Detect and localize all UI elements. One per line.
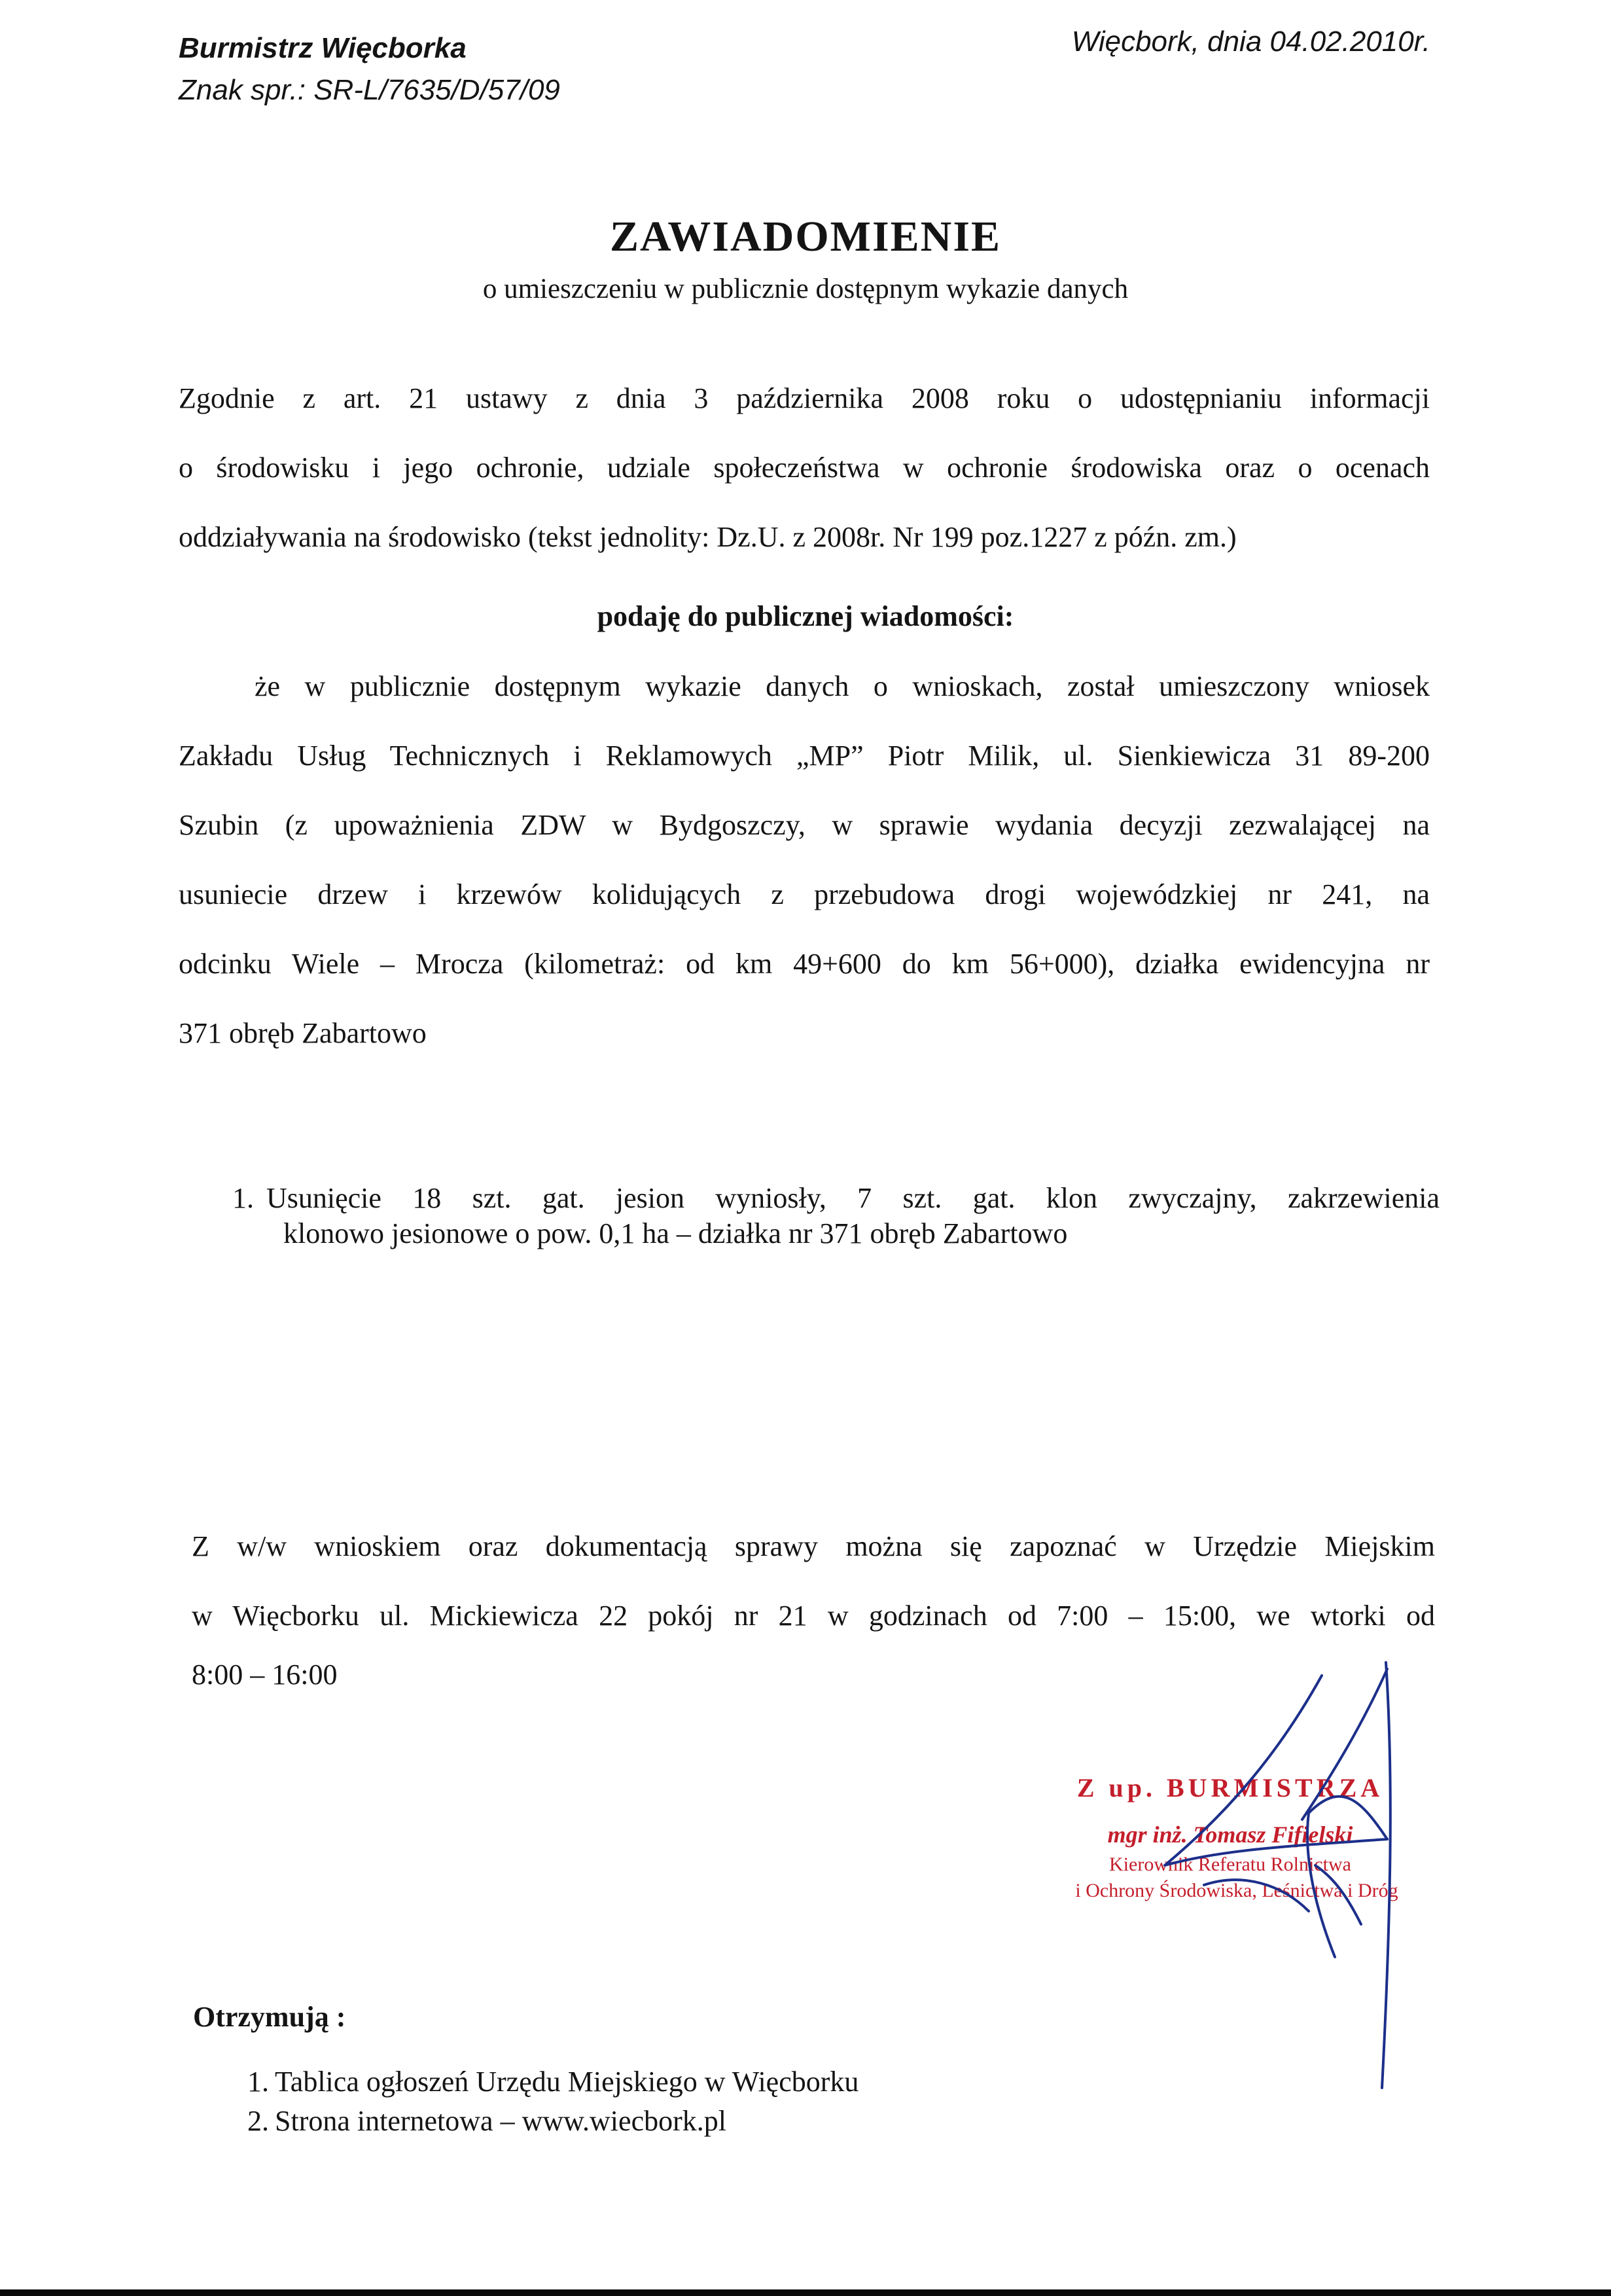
recipient-item: Strona internetowa – www.wiecbork.pl xyxy=(275,2105,726,2137)
office-hours-line: 8:00 – 16:00 xyxy=(192,1659,338,1691)
announcement-heading: podaję do publicznej wiadomości: xyxy=(597,600,1014,632)
office-hours-line: Z w/w wnioskiem oraz dokumentacją sprawy można się zapoznać w Urzędzie Miejskim xyxy=(192,1530,1435,1562)
list-item-number: 1. xyxy=(232,1182,254,1214)
announcement-line: że w publicznie dostępnym wykazie danych o wnioskach, został umieszczony wniosek xyxy=(255,670,1430,702)
legal-basis-line: o środowisku i jego ochronie, udziale społeczeństwa w ochronie środowiska oraz o ocenach xyxy=(179,452,1430,484)
scan-bottom-edge xyxy=(0,2289,1611,2296)
announcement-line: odcinku Wiele – Mrocza (kilometraż: od km 49+600 do km 56+000), działka ewidencyjna nr xyxy=(179,948,1430,980)
legal-basis-line: Zgodnie z art. 21 ustawy z dnia 3 października 2008 roku o udostępnianiu informacji xyxy=(179,382,1430,414)
stamp-line-name: mgr inż. Tomasz Fifielski xyxy=(1107,1821,1353,1848)
recipients-heading: Otrzymują : xyxy=(193,2001,346,2033)
office-hours-line: w Więcborku ul. Mickiewicza 22 pokój nr 21 w godzinach od 7:00 – 15:00, we wtorki od xyxy=(192,1600,1435,1632)
stamp-line-authority: Z up. BURMISTRZA xyxy=(1076,1773,1384,1803)
announcement-line: 371 obręb Zabartowo xyxy=(179,1017,427,1049)
legal-basis-paragraph xyxy=(179,364,1430,572)
announcement-paragraph xyxy=(179,652,1430,1068)
list-item-text: Usunięcie 18 szt. gat. jesion wyniosły, 7 szt. gat. klon zwyczajny, zakrzewienia xyxy=(266,1182,1440,1214)
stamp-line-position: Kierownik Referatu Rolnictwa xyxy=(1109,1854,1351,1875)
legal-basis-line: oddziaływania na środowisko (tekst jednolity: Dz.U. z 2008r. Nr 199 poz.1227 z późn. zm.) xyxy=(179,521,1237,553)
place-and-date: Więcbork, dnia 04.02.2010r. xyxy=(1071,26,1430,58)
recipient-number: 1. xyxy=(247,2066,269,2098)
recipient-item: Tablica ogłoszeń Urzędu Miejskiego w Więcborku xyxy=(275,2066,859,2098)
announcement-line: Szubin (z upoważnienia ZDW w Bydgoszczy, w sprawie wydania decyzji zezwalającej na xyxy=(179,809,1430,841)
list-item-text-continuation: klonowo jesionowe o pow. 0,1 ha – działka nr 371 obręb Zabartowo xyxy=(283,1217,1068,1249)
issuer-name: Burmistrz Więcborka xyxy=(179,32,467,64)
stamp-line-department: i Ochrony Środowiska, Leśnictwa i Dróg xyxy=(1075,1880,1398,1901)
announcement-line: Zakładu Usług Technicznych i Reklamowych „MP” Piotr Milik, ul. Sienkiewicza 31 89-200 xyxy=(179,740,1430,772)
reference-number: Znak spr.: SR-L/7635/D/57/09 xyxy=(179,74,560,106)
announcement-line: usuniecie drzew i krzewów kolidujących z przebudowa drogi wojewódzkiej nr 241, na xyxy=(179,878,1430,910)
recipient-number: 2. xyxy=(247,2105,269,2137)
signature-graphic xyxy=(1112,1649,1479,2121)
document-title: ZAWIADOMIENIE xyxy=(609,213,1002,260)
document-subtitle: o umieszczeniu w publicznie dostępnym wykazie danych xyxy=(482,274,1129,304)
